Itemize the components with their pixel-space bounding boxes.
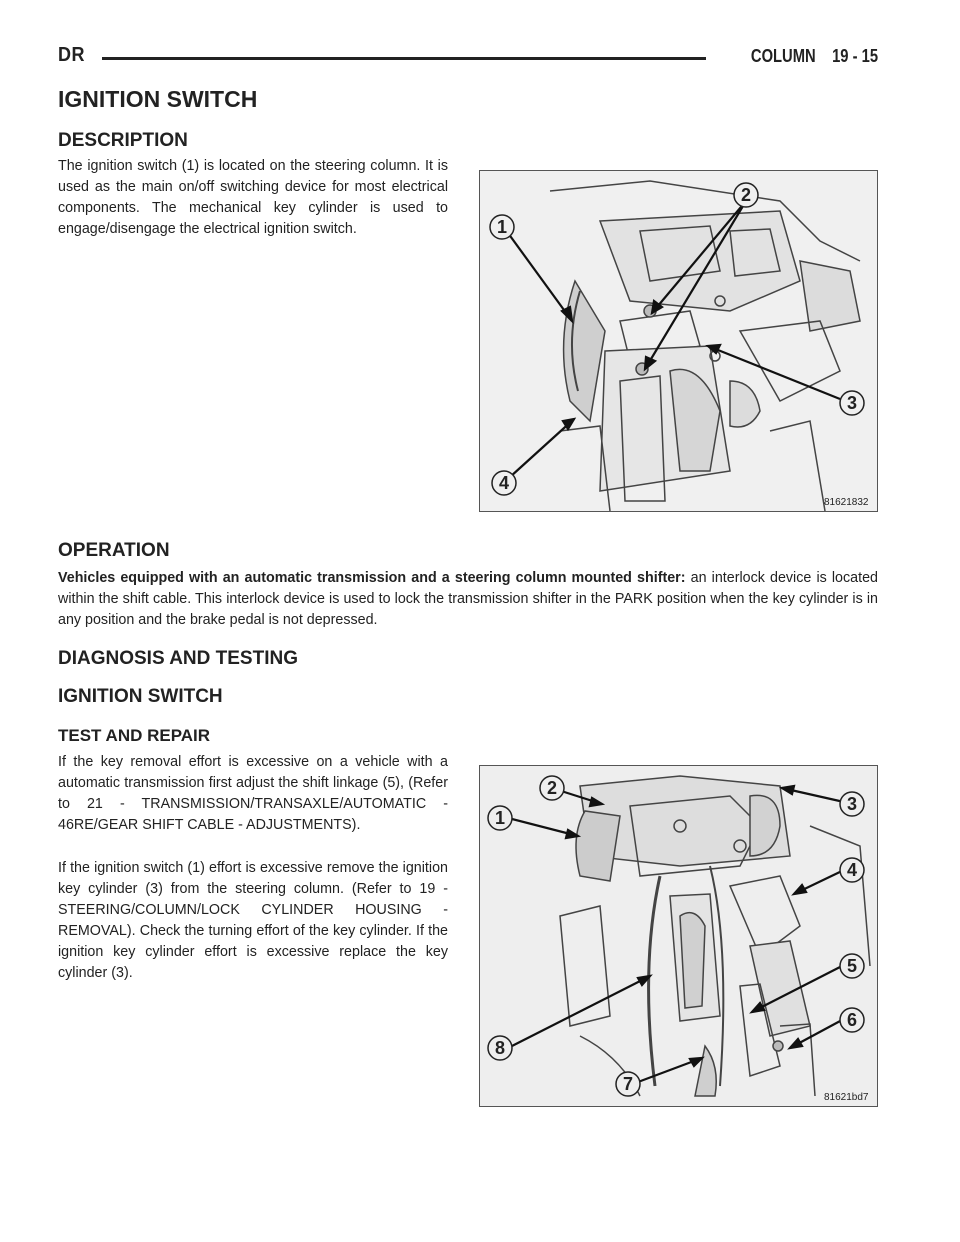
operation-body: an interlock device is located within the shift cable. This interlock device is used to lock the transmission shifter in the PARK position when the key cylinder is in any position and the brake pedal is not depressed. bbox=[58, 570, 878, 628]
figure-id: 81621bd7 bbox=[824, 1092, 869, 1103]
header-section-code: DR bbox=[58, 44, 85, 66]
operation-text bbox=[58, 568, 878, 631]
figure-column-shift-linkage-illustration bbox=[480, 766, 877, 1106]
operation-lead: Vehicles equipped with an automatic transmission and a steering column mounted shifter: bbox=[58, 570, 686, 586]
test-paragraph-2: If the ignition switch (1) effort is excessive remove the ignition key cylinder (3) from the steering column. (Refer to 19 - STEERING/COLUMN/LOCK CYLINDER HOUSING - REMOVAL). Check the turning effort of the key cylinder. If the ignition key cylinder effort is excessive replace the key cylinder (3). bbox=[58, 860, 448, 981]
callout-5: 5 bbox=[846, 956, 858, 976]
callout-8: 8 bbox=[494, 1038, 506, 1058]
page-header bbox=[58, 44, 878, 72]
header-page-ref: COLUMN 19 - 15 bbox=[750, 46, 878, 66]
callout-2: 2 bbox=[546, 778, 558, 798]
callout-6: 6 bbox=[846, 1010, 858, 1030]
diagnosis-heading: DIAGNOSIS AND TESTING bbox=[58, 648, 298, 669]
figure-column-shift-linkage bbox=[479, 765, 878, 1107]
figure-ignition-switch-illustration bbox=[480, 171, 877, 511]
description-text: The ignition switch (1) is located on the steering column. It is used as the main on/off switching device for most electrical components. The mechanical key cylinder is used to engage/disengage the electrical ignition switch. bbox=[58, 158, 448, 237]
figure-ignition-switch bbox=[479, 170, 878, 512]
description-heading: DESCRIPTION bbox=[58, 130, 188, 151]
test-repair-heading: TEST AND REPAIR bbox=[58, 726, 211, 745]
page-title: IGNITION SWITCH bbox=[58, 86, 258, 112]
diagnosis-subheading: IGNITION SWITCH bbox=[58, 686, 223, 707]
header-rule bbox=[102, 57, 706, 60]
callout-3: 3 bbox=[846, 794, 858, 814]
figure-id: 81621832 bbox=[824, 497, 869, 508]
callout-1: 1 bbox=[494, 808, 506, 828]
operation-heading: OPERATION bbox=[58, 540, 170, 561]
callout-3: 3 bbox=[846, 393, 858, 413]
callout-1: 1 bbox=[496, 217, 508, 237]
callout-7: 7 bbox=[622, 1074, 634, 1094]
callout-4: 4 bbox=[498, 473, 510, 493]
callout-4: 4 bbox=[846, 860, 858, 880]
callout-2: 2 bbox=[740, 185, 752, 205]
test-paragraph-1: If the key removal effort is excessive on a vehicle with a automatic transmission first adjust the shift linkage (5), (Refer to 21 - TRANSMISSION/TRANSAXLE/AUTOMATIC - 46RE/GEAR SHIFT CABLE - ADJUSTMENTS). bbox=[58, 754, 448, 833]
